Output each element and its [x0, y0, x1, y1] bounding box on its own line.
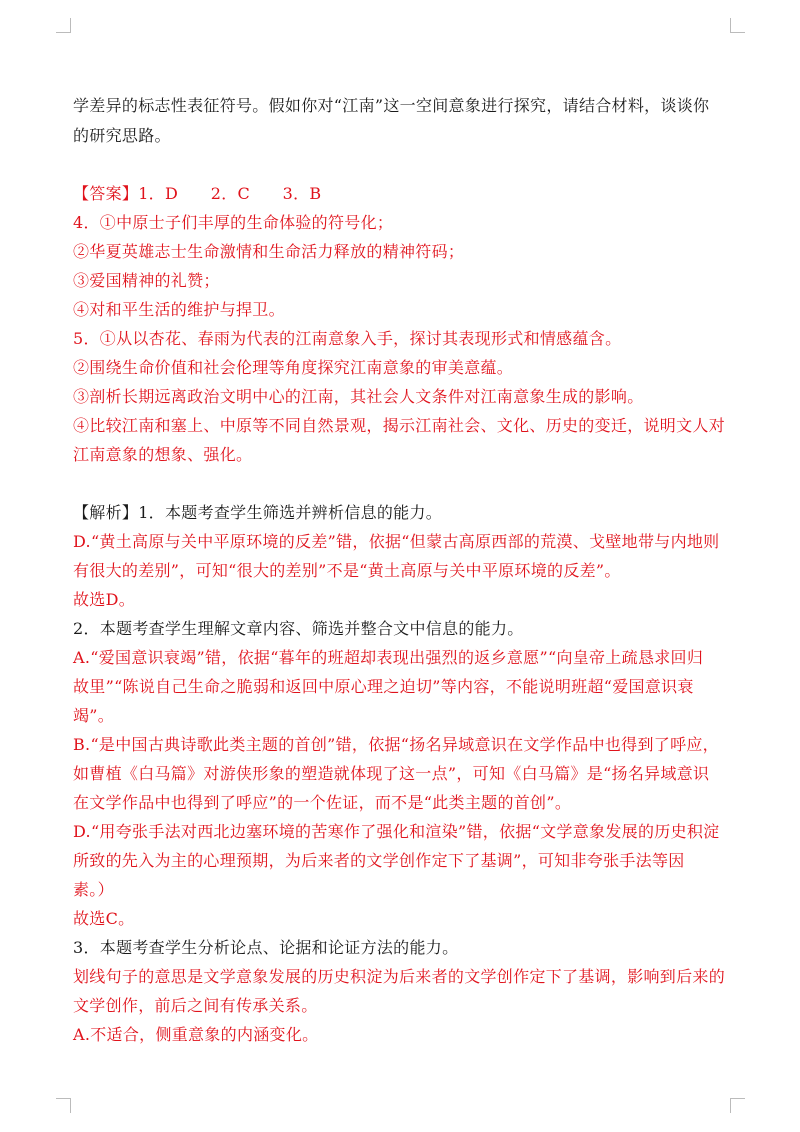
- analysis-q1-line: D.“黄土高原与关中平原环境的反差”错，依据“但蒙古高原西部的荒漠、戈壁地带与内地则: [73, 532, 720, 551]
- crop-mark-top-right: [730, 18, 745, 33]
- analysis-q3-line: A.不适合，侧重意象的内涵变化。: [73, 1025, 319, 1044]
- crop-mark-bottom-left: [56, 1098, 71, 1113]
- analysis-q3-line: 文学创作，前后之间有传承关系。: [73, 996, 318, 1015]
- answer-line: ③爱国精神的礼赞；: [73, 271, 220, 290]
- answer-line: ②围绕生命价值和社会伦理等角度探究江南意象的审美意蕴。: [73, 358, 514, 377]
- question-line: 的研究思路。: [73, 126, 171, 145]
- analysis-q1-conclusion: 故选D。: [73, 590, 136, 609]
- analysis-q2-line: 所致的先入为主的心理预期，为后来者的文学创作定下了基调”，可知非夸张手法等因: [73, 851, 685, 870]
- answer-header: 【答案】1．D 2．C 3．B: [73, 184, 322, 203]
- analysis-q2-line: 素。）: [73, 880, 114, 899]
- answer-line: 4．①中原士子们丰厚的生命体验的符号化；: [73, 213, 394, 232]
- analysis-q3-line: 划线句子的意思是文学意象发展的历史积淀为后来者的文学创作定下了基调，影响到后来的: [73, 967, 726, 986]
- answer-line: 江南意象的想象、强化。: [73, 445, 253, 464]
- analysis-q2-line: 竭”。: [73, 706, 115, 725]
- analysis-q2-line: 在文学作品中也得到了呼应”的一个佐证，而不是“此类主题的首创”。: [73, 793, 572, 812]
- question-line: 学差异的标志性表征符号。假如你对“江南”这一空间意象进行探究，请结合材料，谈谈你: [73, 96, 710, 115]
- answer-line: ④比较江南和塞上、中原等不同自然景观，揭示江南社会、文化、历史的变迁，说明文人对: [73, 416, 726, 435]
- analysis-q2-header: 2．本题考查学生理解文章内容、筛选并整合文中信息的能力。: [73, 619, 524, 638]
- analysis-q2-line: A.“爱国意识衰竭”错，依据“暮年的班超却表现出强烈的返乡意愿”“向皇帝上疏恳求回归: [73, 648, 704, 667]
- answer-line: ④对和平生活的维护与捍卫。: [73, 300, 285, 319]
- analysis-q1-line: 有很大的差别”，可知“很大的差别”不是“黄土高原与关中平原环境的反差”。: [73, 561, 621, 580]
- crop-mark-top-left: [56, 18, 71, 33]
- answer-line: ②华夏英雄志士生命激情和生命活力释放的精神符码；: [73, 242, 465, 261]
- analysis-q2-line: 如曹植《白马篇》对游侠形象的塑造就体现了这一点”，可知《白马篇》是“扬名异域意识: [73, 764, 710, 783]
- analysis-q2-line: D.“用夸张手法对西北边塞环境的苦寒作了强化和渲染”错，依据“文学意象发展的历史积淀: [73, 822, 720, 841]
- answer-line: 5．①从以杏花、春雨为代表的江南意象入手，探讨其表现形式和情感蕴含。: [73, 329, 622, 348]
- analysis-q3-header: 3．本题考查学生分析论点、论据和论证方法的能力。: [73, 938, 459, 957]
- analysis-q2-line: 故里”“陈说自己生命之脆弱和返回中原心理之迫切”等内容，不能说明班超“爱国意识衰: [73, 677, 694, 696]
- analysis-header: 【解析】1．本题考查学生筛选并辨析信息的能力。: [73, 503, 443, 522]
- answer-line: ③剖析长期远离政治文明中心的江南，其社会人文条件对江南意象生成的影响。: [73, 387, 644, 406]
- analysis-q2-conclusion: 故选C。: [73, 909, 135, 928]
- crop-mark-bottom-right: [730, 1098, 745, 1113]
- analysis-q2-line: B.“是中国古典诗歌此类主题的首创”错，依据“扬名异域意识在文学作品中也得到了呼应，: [73, 735, 719, 754]
